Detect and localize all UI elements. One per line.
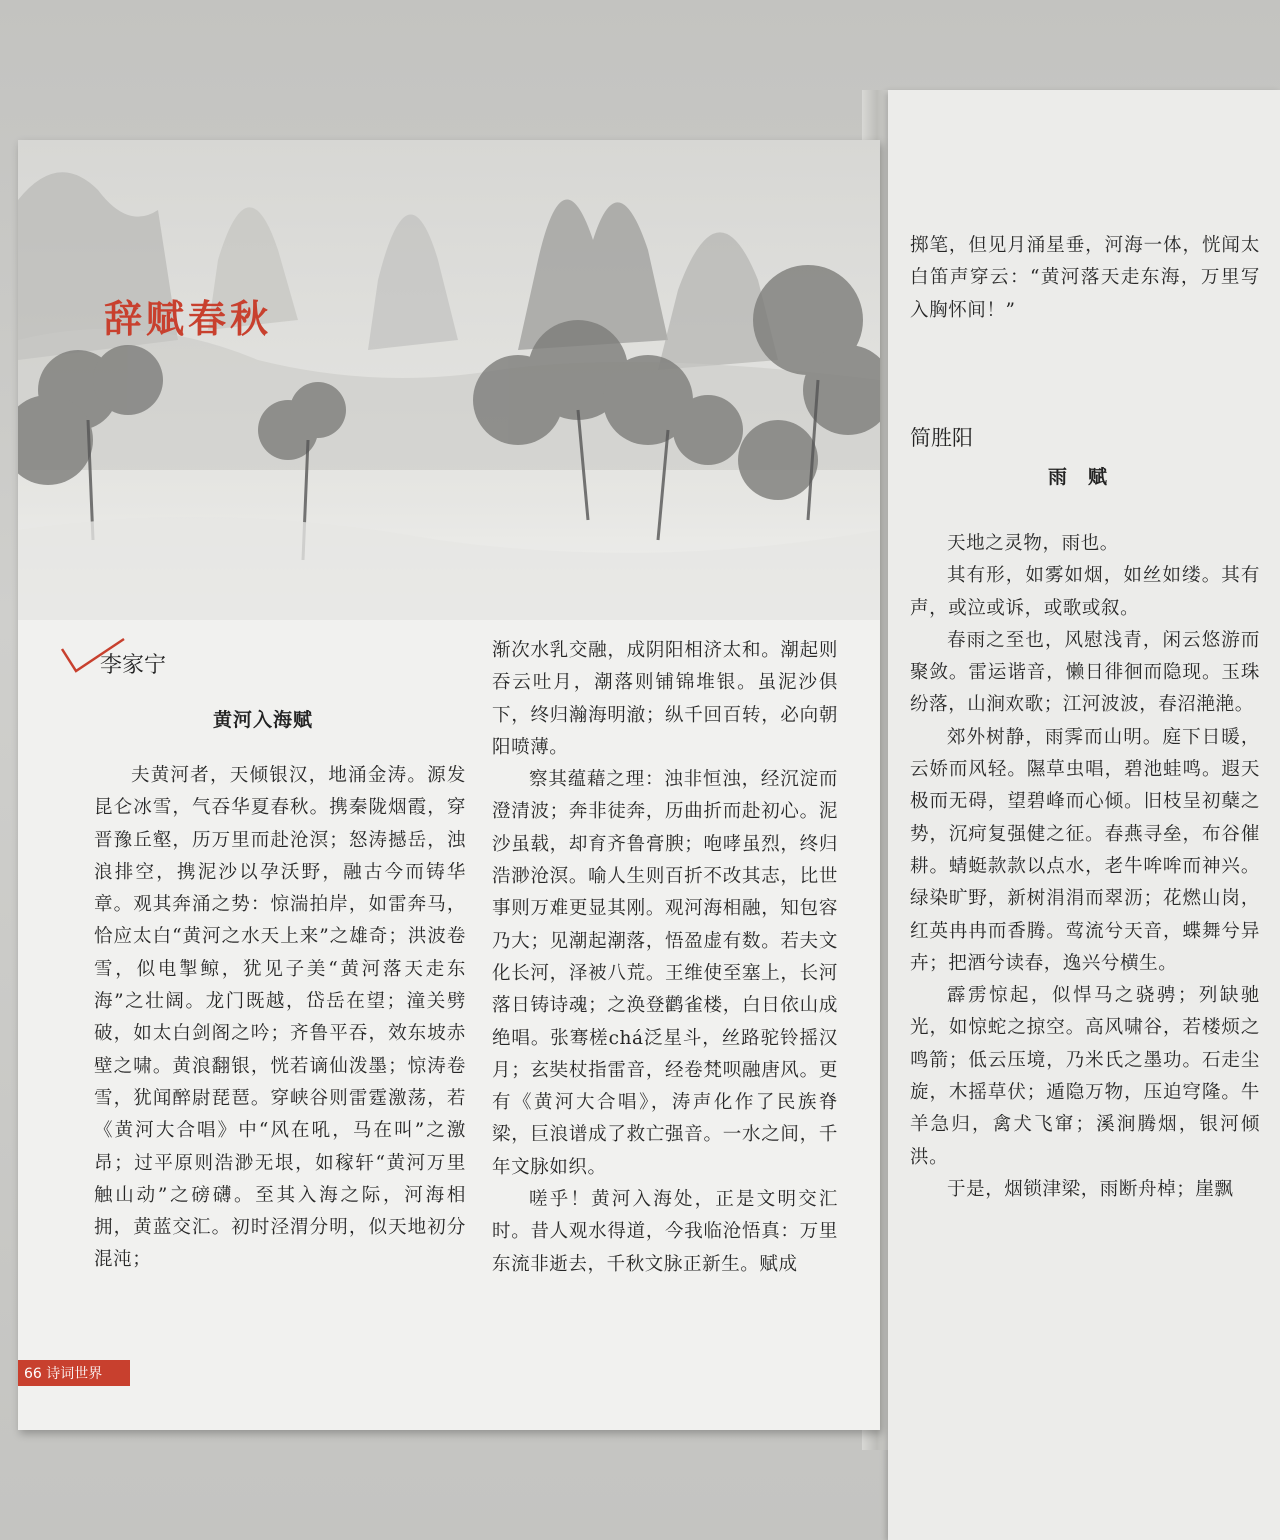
paragraph: 掷笔，但见月涌星垂，河海一体，恍闻太白笛声穿云：“黄河落天走东海，万里写入胸怀间！” <box>910 235 1260 321</box>
text-continuation <box>910 230 1260 327</box>
text-column-2 <box>492 635 838 1281</box>
paragraph: 春雨之至也，风慰浅青，闲云悠游而聚敛。雷运谐音，懒日徘徊而隐现。玉珠纷落，山涧欢歌；江河波波，春沼滟滟。 <box>910 629 1260 716</box>
author-name: 李家宁 <box>100 653 167 678</box>
ink-landscape-illustration <box>18 140 880 620</box>
paragraph: 嗟乎！黄河入海处，正是文明交汇时。昔人观水得道，今我临沧悟真：万里东流非逝去，千秋文脉正新生。赋成 <box>492 1189 838 1275</box>
paragraph: 霹雳惊起，似悍马之骁骋；列缺驰光，如惊蛇之掠空。高风啸谷，若楼烦之鸣箭；低云压境，乃米氏之墨功。石走尘旋，木摇草伏；遁隐万物，压迫穹隆。牛羊急归，禽犬飞窜；溪涧腾烟，银河倾洪。 <box>910 985 1260 1168</box>
essay-title: 雨 赋 <box>1048 466 1109 488</box>
left-page <box>18 140 880 1430</box>
text-column-3 <box>910 528 1260 1206</box>
paragraph: 天地之灵物，雨也。 <box>947 533 1119 554</box>
paragraph: 于是，烟锁津梁，雨断舟棹；崖飘 <box>947 1178 1234 1200</box>
paragraph: 其有形，如雾如烟，如丝如缕。其有声，或泣或诉，或歌或叙。 <box>910 565 1260 619</box>
text-column-1 <box>94 760 466 1277</box>
paragraph: 夫黄河者，天倾银汉，地涌金涛。源发昆仑冰雪，气吞华夏春秋。携秦陇烟霞，穿晋豫丘壑，历万里而赴沧溟；怒涛撼岳，浊浪排空，携泥沙以孕沃野，融古今而铸华章。观其奔涌之势：惊湍拍岸，如雷奔马，恰应太白“黄河之水天上来”之雄奇；洪波卷雪，似电掣鲸，犹见子美“黄河落天走东海”之壮阔。龙门既越，岱岳在望；潼关劈破，如太白剑阁之吟；齐鲁平吞，效东坡赤壁之啸。黄浪翻银，恍若谪仙泼墨；惊涛卷雪，犹闻醉尉琵琶。穿峡谷则雷霆激荡，若《黄河大合唱》中“风在吼，马在叫”之激昂；过平原则浩渺无垠，如稼轩“黄河万里触山动”之磅礴。至其入海之际，河海相拥，黄蓝交汇。初时泾渭分明，似天地初分混沌； <box>94 765 466 1271</box>
paragraph: 察其蕴藉之理：浊非恒浊，经沉淀而澄清波；奔非徒奔，历曲折而赴初心。泥沙虽载，却育齐鲁膏腴；咆哮虽烈，终归浩渺沧溟。喻人生则百折不改其志，比世事则万难更显其刚。观河海相融，知包容乃大；见潮起潮落，悟盈虚有数。若夫文化长河，泽被八荒。王维使至塞上，长河落日铸诗魂；之涣登鹳雀楼，白日依山成绝唱。张骞槎chá泛星斗，丝路驼铃摇汉月；玄奘杖指雷音，经卷梵呗融唐风。更有《黄河大合唱》，涛声化作了民族脊梁，巨浪谱成了救亡强音。一水之间，千年文脉如织。 <box>492 769 838 1178</box>
paragraph: 渐次水乳交融，成阴阳相济太和。潮起则吞云吐月，潮落则铺锦堆银。虽泥沙俱下，终归瀚海明澈；纵千回百转，必向朝阳喷薄。 <box>492 640 838 758</box>
author-name: 简胜阳 <box>910 426 973 450</box>
essay-title: 黄河入海赋 <box>213 709 314 731</box>
paragraph: 郊外树静，雨霁而山明。庭下日暖，云娇而风轻。隰草虫唱，碧池蛙鸣。遐天极而无碍，望碧峰而心倾。旧枝呈初蘖之势，沉疴复强健之征。春燕寻垒，布谷催耕。蜻蜓款款以点水，老牛哞哞而神兴。绿染旷野，新树涓涓而翠沥；花燃山岗，红英冉冉而香腾。莺流兮天音，蝶舞兮异卉；把酒兮读春，逸兴兮横生。 <box>910 726 1260 974</box>
page-number-tab: 66 诗词世界 <box>18 1360 130 1386</box>
right-page <box>888 90 1280 1540</box>
section-title: 辞赋春秋 <box>104 296 273 341</box>
